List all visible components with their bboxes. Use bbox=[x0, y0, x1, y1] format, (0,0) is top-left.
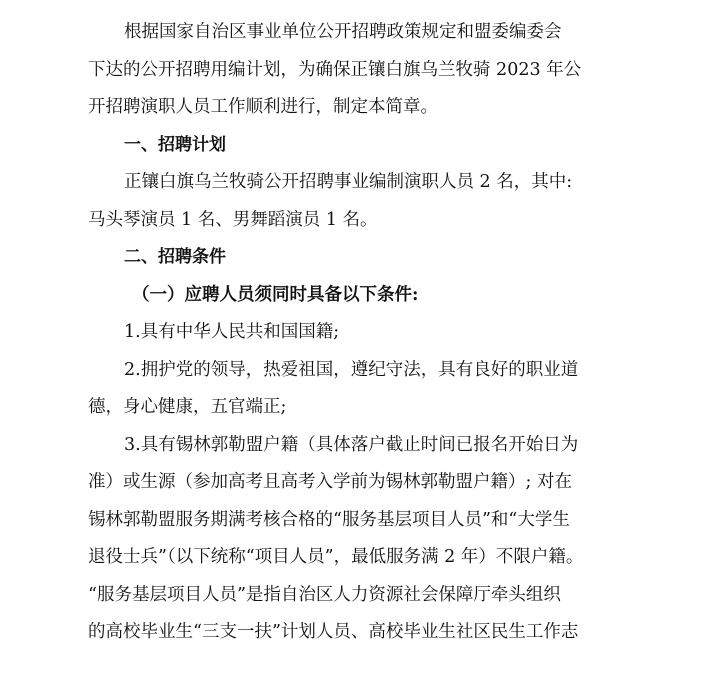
condition-item-3-line-5: “服务基层项目人员”是指自治区人力资源社会保障厅牵头组织 bbox=[88, 584, 561, 605]
intro-line-3: 开招聘演职人员工作顺利进行，制定本简章。 bbox=[88, 97, 438, 117]
intro-line-2: 下达的公开招聘用编计划，为确保正镶白旗乌兰牧骑 2023 年公 bbox=[88, 59, 582, 80]
condition-item-3-line-4: 退役士兵”（以下统称“项目人员”，最低服务满 2 年）不限户籍。 bbox=[88, 547, 584, 567]
intro-line-1: 根据国家自治区事业单位公开招聘政策规定和盟委编委会 bbox=[124, 22, 562, 42]
document-body bbox=[88, 14, 622, 652]
section-heading-plan: 一、招聘计划 bbox=[124, 134, 226, 155]
plan-line-2: 马头琴演员 1 名、男舞蹈演员 1 名。 bbox=[88, 209, 378, 230]
condition-item-3-line-3: 锡林郭勒盟服务期满考核合格的“服务基层项目人员”和“大学生 bbox=[88, 509, 570, 530]
condition-item-3-line-1: 3.具有锡林郭勒盟户籍（具体落户截止时间已报名开始日为 bbox=[124, 434, 579, 455]
plan-line-1: 正镶白旗乌兰牧骑公开招聘事业编制演职人员 2 名，其中: bbox=[124, 172, 573, 192]
condition-item-3-line-6: 的高校毕业生“三支一扶”计划人员、高校毕业生社区民生工作志 bbox=[88, 622, 579, 642]
condition-item-2-line-2: 德，身心健康，五官端正; bbox=[88, 397, 287, 417]
condition-item-1: 1.具有中华人民共和国国籍; bbox=[124, 322, 340, 342]
condition-item-2-line-1: 2.拥护党的领导，热爱祖国，遵纪守法，具有良好的职业道 bbox=[124, 359, 579, 380]
section-heading-conditions: 二、招聘条件 bbox=[124, 247, 226, 267]
condition-item-3-line-2: 准）或生源（参加高考且高考入学前为锡林郭勒盟户籍）; 对在 bbox=[88, 472, 572, 492]
subsection-heading-requirements: （一）应聘人员须同时具备以下条件: bbox=[132, 284, 419, 305]
